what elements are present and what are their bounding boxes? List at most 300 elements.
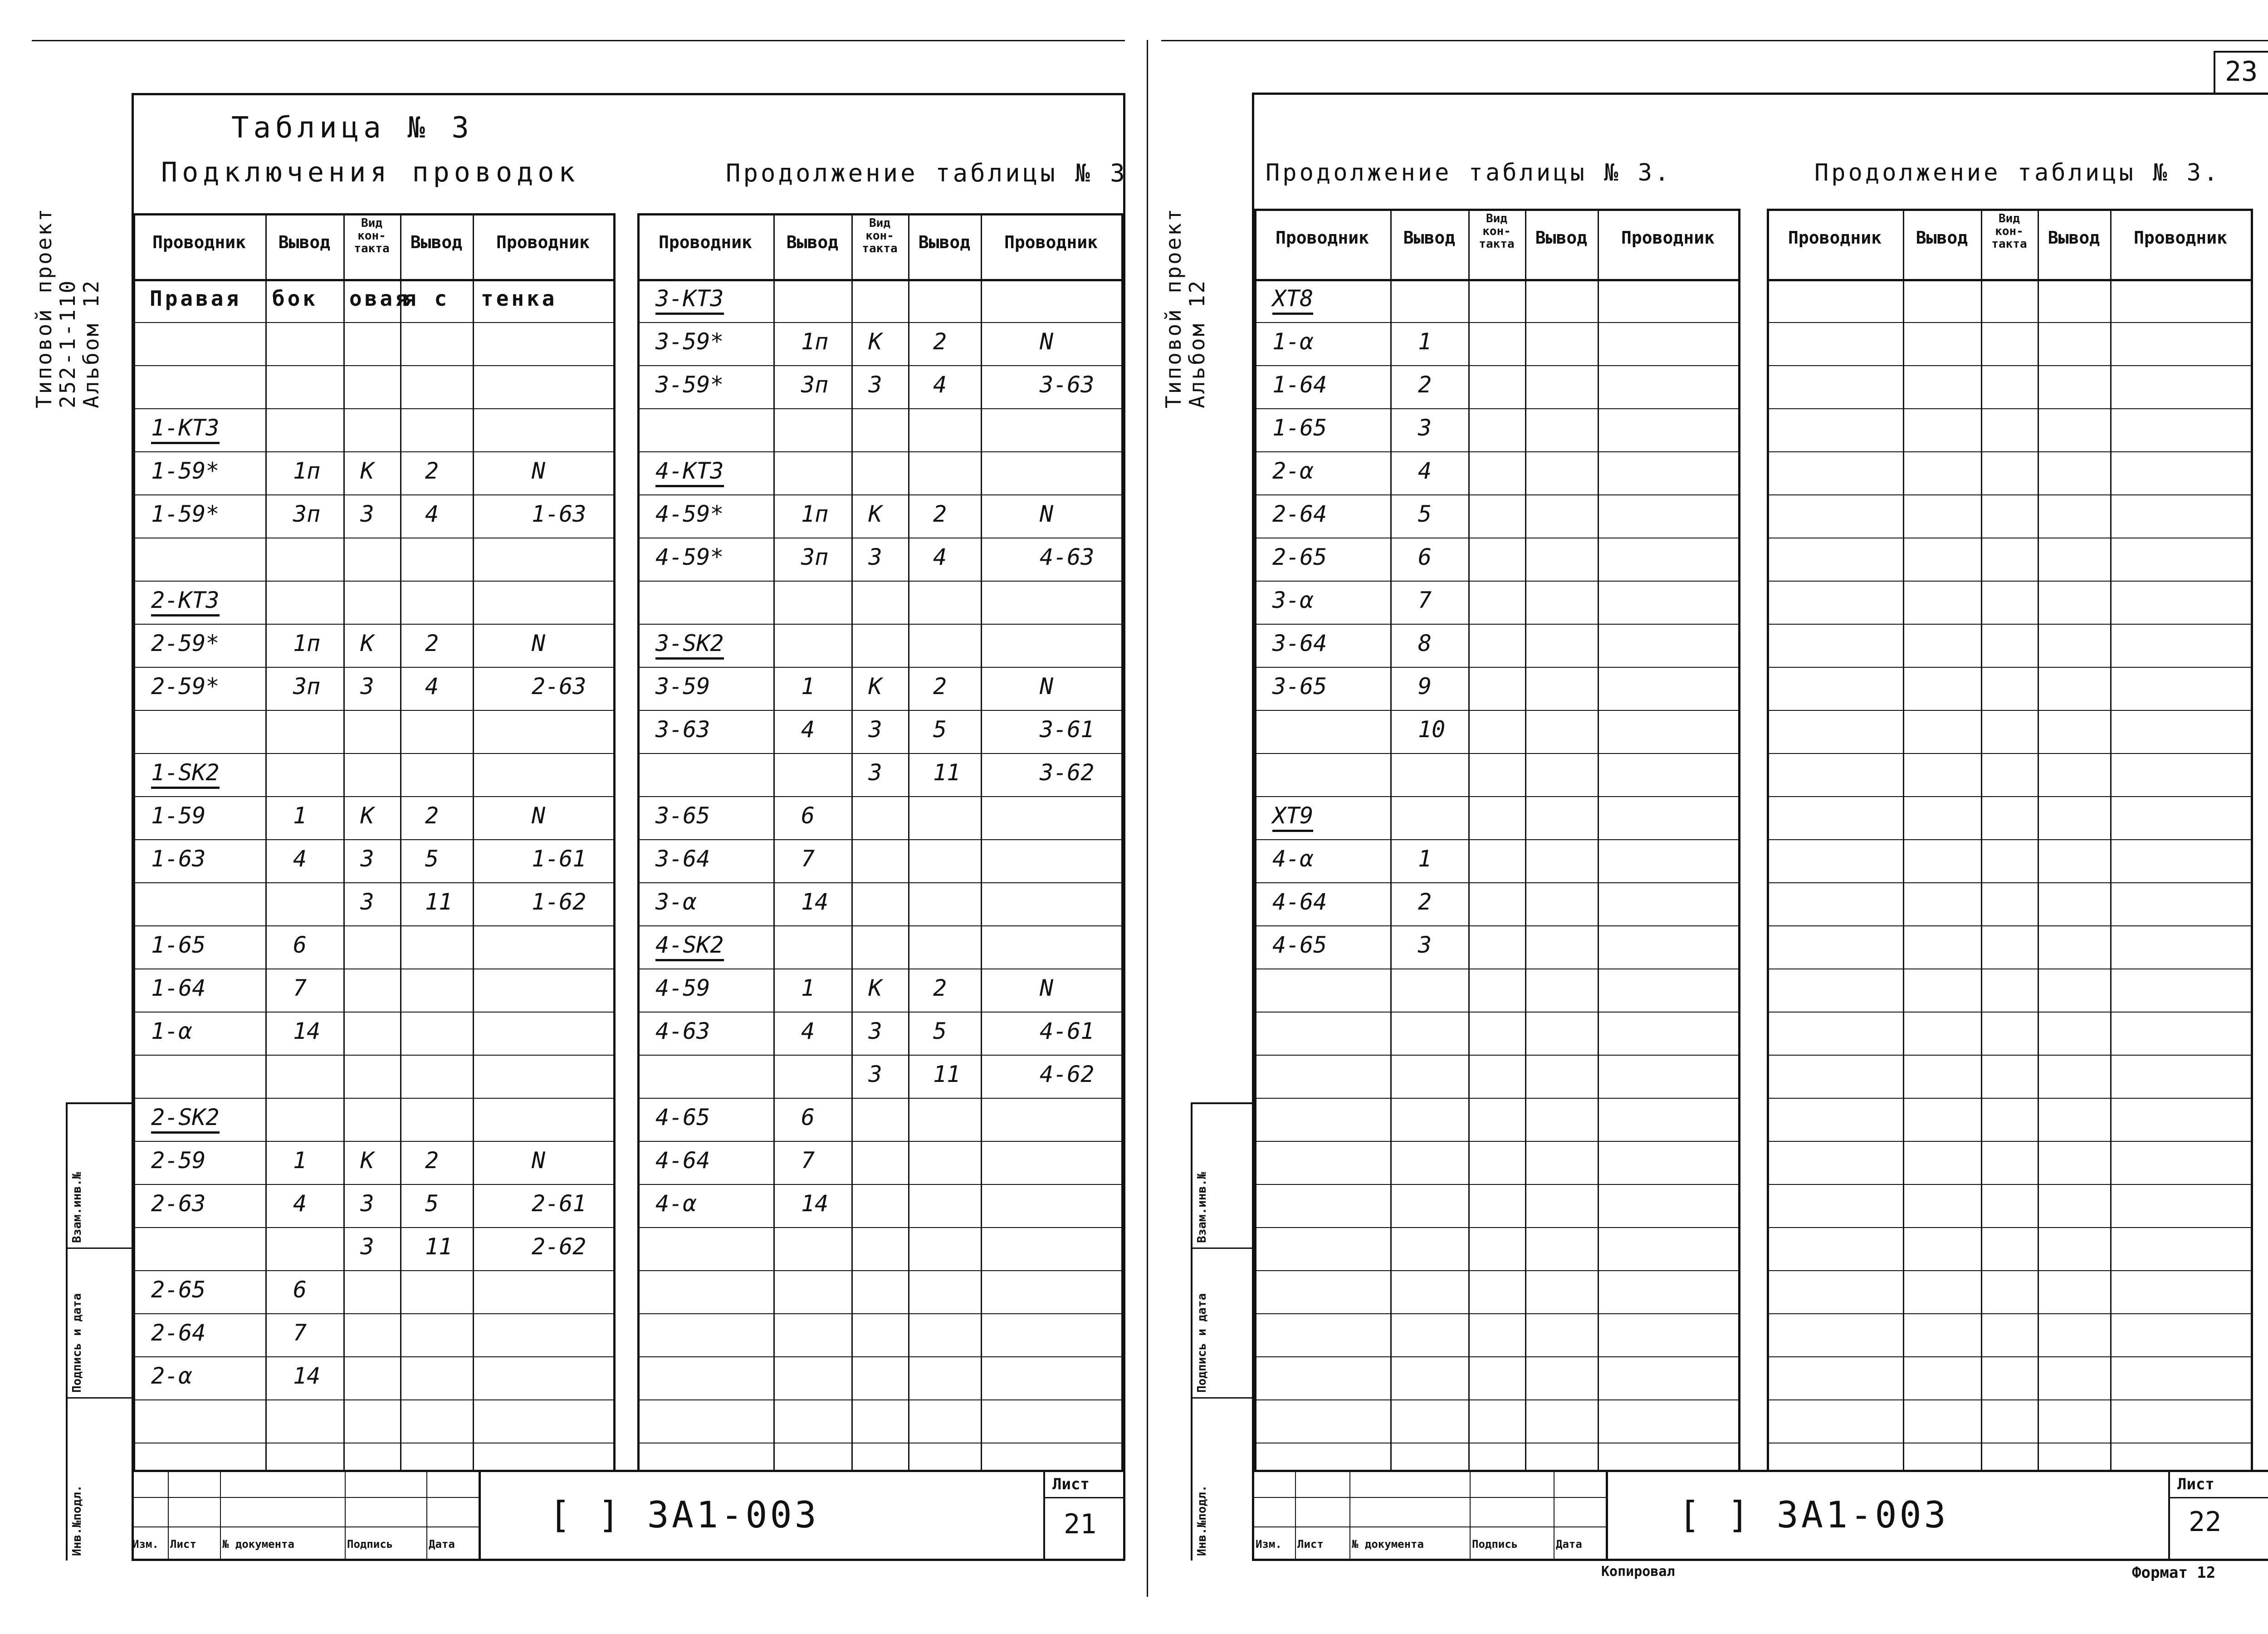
left-stamp-col-label: Изм. bbox=[132, 1538, 159, 1551]
table-subtitle: Подключения проводок bbox=[161, 157, 580, 188]
table1-cell: 3 bbox=[360, 1190, 374, 1217]
table1-cell: 5 bbox=[425, 846, 439, 872]
table4-row-line bbox=[1767, 1270, 2251, 1271]
table2-cell: 3 bbox=[868, 716, 882, 743]
table4-header-terminal2: Вывод bbox=[2048, 228, 2100, 248]
table2-cell: 2 bbox=[933, 501, 947, 527]
table2-cell: К bbox=[868, 501, 882, 527]
table4-row-line bbox=[1767, 451, 2251, 452]
left-doc-code: [ ] 3А1-003 bbox=[549, 1494, 819, 1536]
table2-cell: 3-59 bbox=[655, 673, 710, 700]
table4-row-line bbox=[1767, 408, 2251, 409]
table1-cell: 2-α bbox=[151, 1363, 192, 1389]
table1-cell: 11 bbox=[425, 1233, 453, 1260]
table2-header-contact_type: Вид кон- такта bbox=[862, 216, 898, 255]
table2-cell: 1п bbox=[801, 328, 829, 355]
table4-row-line bbox=[1767, 1012, 2251, 1013]
table2-cell: 1п bbox=[801, 501, 829, 527]
table2-cell: К bbox=[868, 673, 882, 700]
table3-row-line bbox=[1254, 1399, 1738, 1400]
table1-col-line bbox=[400, 213, 401, 1470]
table1-cell: 1-КТ3 bbox=[151, 416, 220, 444]
table3-cell: 3-α bbox=[1272, 587, 1314, 613]
table3-cell: 4-64 bbox=[1272, 889, 1327, 915]
table1-row-line bbox=[133, 796, 613, 797]
table2-row-line bbox=[637, 494, 1121, 495]
table2-header-line bbox=[637, 279, 1121, 281]
table1-cell: 1-62 bbox=[532, 889, 587, 915]
table3-cell: 1 bbox=[1418, 846, 1432, 872]
wall-label-part: я с bbox=[404, 286, 450, 311]
table2-cell: 2 bbox=[933, 975, 947, 1001]
table3-cell: 2-64 bbox=[1272, 501, 1327, 527]
table1-row-line bbox=[133, 1313, 613, 1314]
table1-cell: 11 bbox=[425, 889, 453, 915]
table-title: Таблица № 3 bbox=[231, 111, 474, 145]
table4-row-line bbox=[1767, 882, 2251, 883]
table1-cell: 2-59* bbox=[151, 630, 220, 656]
table2-cell: 3-КТ3 bbox=[655, 287, 724, 315]
table1-cell: 7 bbox=[293, 1320, 307, 1346]
table3-row-line bbox=[1254, 581, 1738, 582]
left-stamp-col-label: № документа bbox=[222, 1538, 294, 1551]
table1-cell: 2-63 bbox=[532, 673, 587, 700]
table1-header-terminal: Вывод bbox=[278, 232, 331, 252]
left-stamp-col-line bbox=[220, 1470, 221, 1561]
right-stamp-side-divider bbox=[1191, 1397, 1254, 1399]
table3-row-line bbox=[1254, 796, 1738, 797]
table2-row-line bbox=[637, 1012, 1121, 1013]
table1-cell: 2-65 bbox=[151, 1277, 206, 1303]
table4-header-conductor: Проводник bbox=[1788, 228, 1882, 248]
table1-cell: 2-62 bbox=[532, 1233, 587, 1260]
table1-cell: 1п bbox=[293, 458, 321, 484]
table1-cell: N bbox=[532, 802, 546, 829]
table3-row-line bbox=[1254, 1356, 1738, 1357]
table1-cell: 1-63 bbox=[151, 846, 206, 872]
table3-row-line bbox=[1254, 624, 1738, 625]
table2-cell: 3-64 bbox=[655, 846, 710, 872]
table3-row-line bbox=[1254, 1227, 1738, 1228]
table2-row-line bbox=[637, 408, 1121, 409]
left-stamp-side-label: Инв.№подл. bbox=[70, 1485, 84, 1556]
wall-label-part: овая bbox=[349, 286, 411, 311]
table2-cell: N bbox=[1040, 673, 1054, 700]
table1-cell: 2-59 bbox=[151, 1147, 206, 1174]
table2-cell: 4-61 bbox=[1040, 1018, 1095, 1044]
table2-row-line bbox=[637, 1270, 1121, 1271]
table1-cell: 1 bbox=[293, 1147, 307, 1174]
table2-row-line bbox=[637, 1141, 1121, 1142]
left-stamp-sheet-left bbox=[1043, 1470, 1045, 1561]
table2-col-line bbox=[851, 213, 853, 1470]
table2-row-line bbox=[637, 925, 1121, 926]
table3-row-line bbox=[1254, 1184, 1738, 1185]
left-stamp-sheet-divider bbox=[1043, 1497, 1125, 1498]
table1-cell: N bbox=[532, 458, 546, 484]
sheet-separator bbox=[1147, 40, 1148, 1597]
table4-row-line bbox=[1767, 667, 2251, 668]
table1-cell: 7 bbox=[293, 975, 307, 1001]
table1-row-line bbox=[133, 753, 613, 754]
table2-cell: 3 bbox=[868, 759, 882, 786]
table4-row-line bbox=[1767, 1141, 2251, 1142]
table1-cell: 4 bbox=[425, 501, 439, 527]
table1-cell: 2-SК2 bbox=[151, 1106, 220, 1134]
table1-header-terminal2: Вывод bbox=[410, 232, 463, 252]
table2-cell: 3 bbox=[868, 1018, 882, 1044]
table3-header-terminal: Вывод bbox=[1403, 228, 1456, 248]
table3-cell: 2-α bbox=[1272, 458, 1314, 484]
table3-cell: 10 bbox=[1418, 716, 1446, 743]
table3-row-line bbox=[1254, 1055, 1738, 1056]
table2-cell: 1 bbox=[801, 975, 815, 1001]
table3-row-line bbox=[1254, 1098, 1738, 1099]
table1-top-line bbox=[133, 213, 613, 215]
table1-cell: 2-59* bbox=[151, 673, 220, 700]
left-stamp-col-label: Дата bbox=[429, 1538, 455, 1551]
left-sheet-number: 21 bbox=[1064, 1508, 1097, 1540]
table1-cell: К bbox=[360, 458, 374, 484]
table3-cell: 1-α bbox=[1272, 328, 1314, 355]
table1-header-line bbox=[133, 279, 613, 281]
table1-cell: 3 bbox=[360, 889, 374, 915]
table1-cell: 1-59* bbox=[151, 501, 220, 527]
table2-cell: 4-SК2 bbox=[655, 934, 724, 961]
table2-cell: 14 bbox=[801, 1190, 829, 1217]
table2-cell: 3-SК2 bbox=[655, 632, 724, 660]
table1-cell: 2 bbox=[425, 802, 439, 829]
table1-cell: 3п bbox=[293, 673, 321, 700]
table3-row-line bbox=[1254, 710, 1738, 711]
table1-cell: 2-64 bbox=[151, 1320, 206, 1346]
table1-cell: 5 bbox=[425, 1190, 439, 1217]
table1-cell: 2 bbox=[425, 1147, 439, 1174]
right-stamp-side-line bbox=[1191, 1102, 1193, 1561]
continuation-title: Продолжение таблицы № 3 bbox=[726, 159, 1128, 187]
right-stamp-col-label: Изм. bbox=[1256, 1538, 1282, 1551]
left-stamp-side-label: Подпись и дата bbox=[70, 1293, 84, 1393]
table4-row-line bbox=[1767, 1399, 2251, 1400]
table3-top-line bbox=[1254, 209, 1738, 211]
table2-cell: 1 bbox=[801, 673, 815, 700]
table1-cell: 1-63 bbox=[532, 501, 587, 527]
table4-row-line bbox=[1767, 494, 2251, 495]
table2-row-line bbox=[637, 451, 1121, 452]
table3-header-contact_type: Вид кон- такта bbox=[1479, 212, 1515, 251]
table4-row-line bbox=[1767, 839, 2251, 840]
left-stamp-col-line bbox=[426, 1470, 427, 1561]
table2-cell: 4-64 bbox=[655, 1147, 710, 1174]
right-sheet-number: 22 bbox=[2189, 1506, 2222, 1538]
table1-col-line bbox=[265, 213, 267, 1470]
table3-cell: 7 bbox=[1418, 587, 1432, 613]
table3-cell: 3-64 bbox=[1272, 630, 1327, 656]
table1-cell: 1-64 bbox=[151, 975, 206, 1001]
table2-cell: 4-63 bbox=[1040, 544, 1095, 570]
wall-label-part: Правая bbox=[150, 286, 242, 311]
table1-cell: 4 bbox=[293, 1190, 307, 1217]
table2-cell: 7 bbox=[801, 1147, 815, 1174]
table3-row-line bbox=[1254, 1313, 1738, 1314]
table1-cell: 1-59 bbox=[151, 802, 206, 829]
right-stamp-col-label: Дата bbox=[1556, 1538, 1582, 1551]
table2-row-line bbox=[637, 839, 1121, 840]
table3-row-line bbox=[1254, 408, 1738, 409]
table1-cell: 14 bbox=[293, 1018, 321, 1044]
right-stamp-sheet-divider bbox=[2168, 1497, 2268, 1498]
table1-col-line bbox=[613, 213, 616, 1470]
table2-row-line bbox=[637, 624, 1121, 625]
left-stamp-doc-left bbox=[479, 1470, 481, 1561]
table3-cell: 1-65 bbox=[1272, 415, 1327, 441]
table2-row-line bbox=[637, 1055, 1121, 1056]
table2-cell: 3-59* bbox=[655, 328, 724, 355]
left-sheet-label: Лист bbox=[1052, 1475, 1090, 1493]
table3-row-line bbox=[1254, 322, 1738, 323]
table1-cell: 4 bbox=[425, 673, 439, 700]
table2-row-line bbox=[637, 1313, 1121, 1314]
table2-cell: 4 bbox=[801, 1018, 815, 1044]
left-side-label: Альбом 12 bbox=[79, 279, 103, 408]
table1-cell: 14 bbox=[293, 1363, 321, 1389]
table3-cell: 8 bbox=[1418, 630, 1432, 656]
table2-cell: К bbox=[868, 975, 882, 1001]
right-stamp-side-label: Подпись и дата bbox=[1195, 1293, 1209, 1393]
right-stamp-side-top bbox=[1191, 1102, 1254, 1104]
table1-col-line bbox=[133, 213, 135, 1470]
table4-col-line bbox=[2251, 209, 2253, 1470]
table3-cell: 3 bbox=[1418, 932, 1432, 958]
page-number-box-left bbox=[2214, 51, 2215, 93]
table1-cell: 2-61 bbox=[532, 1190, 587, 1217]
table2-cell: 2 bbox=[933, 328, 947, 355]
table2-cell: 4-59* bbox=[655, 501, 724, 527]
table2-row-line bbox=[637, 753, 1121, 754]
table2-cell: 4-62 bbox=[1040, 1061, 1095, 1087]
table3-cell: 4 bbox=[1418, 458, 1432, 484]
table2-cell: 4-59 bbox=[655, 975, 710, 1001]
table4-header-conductor2: Проводник bbox=[2134, 228, 2227, 248]
table1-row-line bbox=[133, 1012, 613, 1013]
table2-row-line bbox=[637, 1184, 1121, 1185]
table3-row-line bbox=[1254, 925, 1738, 926]
table1-row-line bbox=[133, 408, 613, 409]
table4-row-line bbox=[1767, 796, 2251, 797]
table2-cell: 6 bbox=[801, 802, 815, 829]
table3-cell: 1 bbox=[1418, 328, 1432, 355]
table3-row-line bbox=[1254, 882, 1738, 883]
right-stamp-col-line bbox=[1295, 1470, 1296, 1561]
table1-cell: 2 bbox=[425, 630, 439, 656]
table4-row-line bbox=[1767, 753, 2251, 754]
table4-row-line bbox=[1767, 1356, 2251, 1357]
table2-cell: N bbox=[1040, 975, 1054, 1001]
page-number: 23 bbox=[2225, 56, 2258, 88]
table1-row-line bbox=[133, 494, 613, 495]
table3-row-line bbox=[1254, 365, 1738, 366]
table3-row-line bbox=[1254, 1012, 1738, 1013]
table2-cell: 3-63 bbox=[655, 716, 710, 743]
table2-cell: 2 bbox=[933, 673, 947, 700]
left-stamp-side-label: Взам.инв.№ bbox=[70, 1172, 84, 1243]
table3-row-line bbox=[1254, 667, 1738, 668]
table1-row-line bbox=[133, 882, 613, 883]
left-side-label: Типовой проект bbox=[32, 207, 56, 408]
table2-cell: 14 bbox=[801, 889, 829, 915]
table1-cell: К bbox=[360, 630, 374, 656]
table1-row-line bbox=[133, 925, 613, 926]
table1-cell: 3 bbox=[360, 501, 374, 527]
table3-cell: 2 bbox=[1418, 372, 1432, 398]
right-frame-bottom bbox=[1252, 1559, 2268, 1561]
table2-top-line bbox=[637, 213, 1121, 215]
left-stamp-col-line bbox=[345, 1470, 346, 1561]
table2-cell: N bbox=[1040, 328, 1054, 355]
table1-cell: 4 bbox=[293, 846, 307, 872]
table2-cell: 4-КТ3 bbox=[655, 460, 724, 487]
table3-cell: 2-65 bbox=[1272, 544, 1327, 570]
table1-cell: N bbox=[532, 630, 546, 656]
right-stamp-col-line bbox=[1349, 1470, 1350, 1561]
table4-header-contact_type: Вид кон- такта bbox=[1991, 212, 2027, 251]
table1-row-line bbox=[133, 322, 613, 323]
table4-row-line bbox=[1767, 1184, 2251, 1185]
table1-cell: 3 bbox=[360, 846, 374, 872]
left-stamp-side-line bbox=[66, 1102, 68, 1561]
right-stamp-col-line bbox=[1470, 1470, 1471, 1561]
right-stamp-col-label: Подпись bbox=[1472, 1538, 1518, 1551]
left-stamp-top bbox=[132, 1470, 1125, 1472]
table1-cell: 1п bbox=[293, 630, 321, 656]
table1-cell: 1-α bbox=[151, 1018, 192, 1044]
right-stamp-side-divider bbox=[1191, 1248, 1254, 1249]
table4-row-line bbox=[1767, 581, 2251, 582]
wall-label-part: бок bbox=[272, 286, 318, 311]
right-stamp-col-label: № документа bbox=[1352, 1538, 1424, 1551]
right-stamp-row-line bbox=[1254, 1526, 1606, 1527]
wall-label-part: тенка bbox=[481, 286, 557, 311]
table3-cell: ХТ8 bbox=[1272, 287, 1313, 315]
table2-cell: 4 bbox=[933, 372, 947, 398]
table1-cell: 1-59* bbox=[151, 458, 220, 484]
right-stamp-side-label: Взам.инв.№ bbox=[1195, 1172, 1209, 1243]
table4-row-line bbox=[1767, 1055, 2251, 1056]
table2-cell: 4 bbox=[801, 716, 815, 743]
table4-row-line bbox=[1767, 1098, 2251, 1099]
table2-cell: 3-65 bbox=[655, 802, 710, 829]
table1-cell: 3п bbox=[293, 501, 321, 527]
left-frame-top bbox=[132, 93, 1125, 95]
table3-cell: 2 bbox=[1418, 889, 1432, 915]
table2-row-line bbox=[637, 322, 1121, 323]
table2-cell: 4-59* bbox=[655, 544, 724, 570]
table2-cell: 4-63 bbox=[655, 1018, 710, 1044]
table1-cell: 1-65 bbox=[151, 932, 206, 958]
page-number-box-top bbox=[2214, 51, 2268, 53]
table4-top-line bbox=[1767, 209, 2251, 211]
table3-header-line bbox=[1254, 279, 1738, 281]
table1-row-line bbox=[133, 1184, 613, 1185]
table2-cell: 3-62 bbox=[1040, 759, 1095, 786]
table2-col-line bbox=[1121, 213, 1124, 1470]
right-stamp-row-line bbox=[1254, 1497, 1606, 1498]
table3-row-line bbox=[1254, 1270, 1738, 1271]
table2-cell: 4-65 bbox=[655, 1104, 710, 1130]
table2-cell: N bbox=[1040, 501, 1054, 527]
right-stamp-side-label: Инв.№подл. bbox=[1195, 1485, 1209, 1556]
table2-cell: 3 bbox=[868, 1061, 882, 1087]
table2-cell: 3п bbox=[801, 372, 829, 398]
table1-row-line bbox=[133, 1356, 613, 1357]
table2-row-line bbox=[637, 1098, 1121, 1099]
right-stamp-top bbox=[1254, 1470, 2268, 1472]
table3-row-line bbox=[1254, 1141, 1738, 1142]
right-stamp-col-label: Лист bbox=[1297, 1538, 1324, 1551]
table1-cell: 3 bbox=[360, 673, 374, 700]
table2-cell: 3-α bbox=[655, 889, 697, 915]
table2-row-line bbox=[637, 796, 1121, 797]
table3-cell: 3 bbox=[1418, 415, 1432, 441]
table3-row-line bbox=[1254, 451, 1738, 452]
table2-col-line bbox=[637, 213, 640, 1470]
table4-header-terminal: Вывод bbox=[1916, 228, 1968, 248]
table2-row-line bbox=[637, 1399, 1121, 1400]
table1-row-line bbox=[133, 839, 613, 840]
left-side-label: 252-1-110 bbox=[55, 279, 80, 408]
table2-row-line bbox=[637, 667, 1121, 668]
table2-header-conductor2: Проводник bbox=[1004, 232, 1098, 252]
table3-cell: 9 bbox=[1418, 673, 1432, 700]
table1-row-line bbox=[133, 1141, 613, 1142]
table2-col-line bbox=[981, 213, 982, 1470]
table1-cell: 2 bbox=[425, 458, 439, 484]
table1-row-line bbox=[133, 581, 613, 582]
table1-cell: К bbox=[360, 802, 374, 829]
table2-cell: 5 bbox=[933, 1018, 947, 1044]
right-continuation-title-2: Продолжение таблицы № 3. bbox=[1814, 159, 2221, 186]
table4-row-line bbox=[1767, 710, 2251, 711]
copied-label: Копировал bbox=[1601, 1564, 1675, 1580]
right-sheet-label: Лист bbox=[2177, 1475, 2214, 1493]
table3-cell: 6 bbox=[1418, 544, 1432, 570]
table1-cell: 1 bbox=[293, 802, 307, 829]
table1-cell: 2-КТ3 bbox=[151, 589, 220, 616]
top-border-line bbox=[32, 40, 1125, 41]
table2-cell: 7 bbox=[801, 846, 815, 872]
table2-row-line bbox=[637, 1356, 1121, 1357]
right-stamp-doc-left bbox=[1606, 1470, 1608, 1561]
table1-row-line bbox=[133, 667, 613, 668]
table1-header-conductor2: Проводник bbox=[496, 232, 590, 252]
table3-cell: 3-65 bbox=[1272, 673, 1327, 700]
table2-cell: 4-α bbox=[655, 1190, 697, 1217]
table2-cell: 3-61 bbox=[1040, 716, 1095, 743]
left-stamp-side-divider bbox=[66, 1248, 132, 1249]
table2-row-line bbox=[637, 882, 1121, 883]
table2-row-line bbox=[637, 710, 1121, 711]
table1-cell: К bbox=[360, 1147, 374, 1174]
table1-cell: 1-61 bbox=[532, 846, 587, 872]
table1-row-line bbox=[133, 710, 613, 711]
table4-row-line bbox=[1767, 365, 2251, 366]
table3-cell: 4-65 bbox=[1272, 932, 1327, 958]
right-doc-code: [ ] 3А1-003 bbox=[1678, 1494, 1949, 1536]
left-stamp-col-line bbox=[168, 1470, 169, 1561]
table2-col-line bbox=[773, 213, 775, 1470]
left-stamp-side-top bbox=[66, 1102, 132, 1104]
table1-row-line bbox=[133, 1227, 613, 1228]
